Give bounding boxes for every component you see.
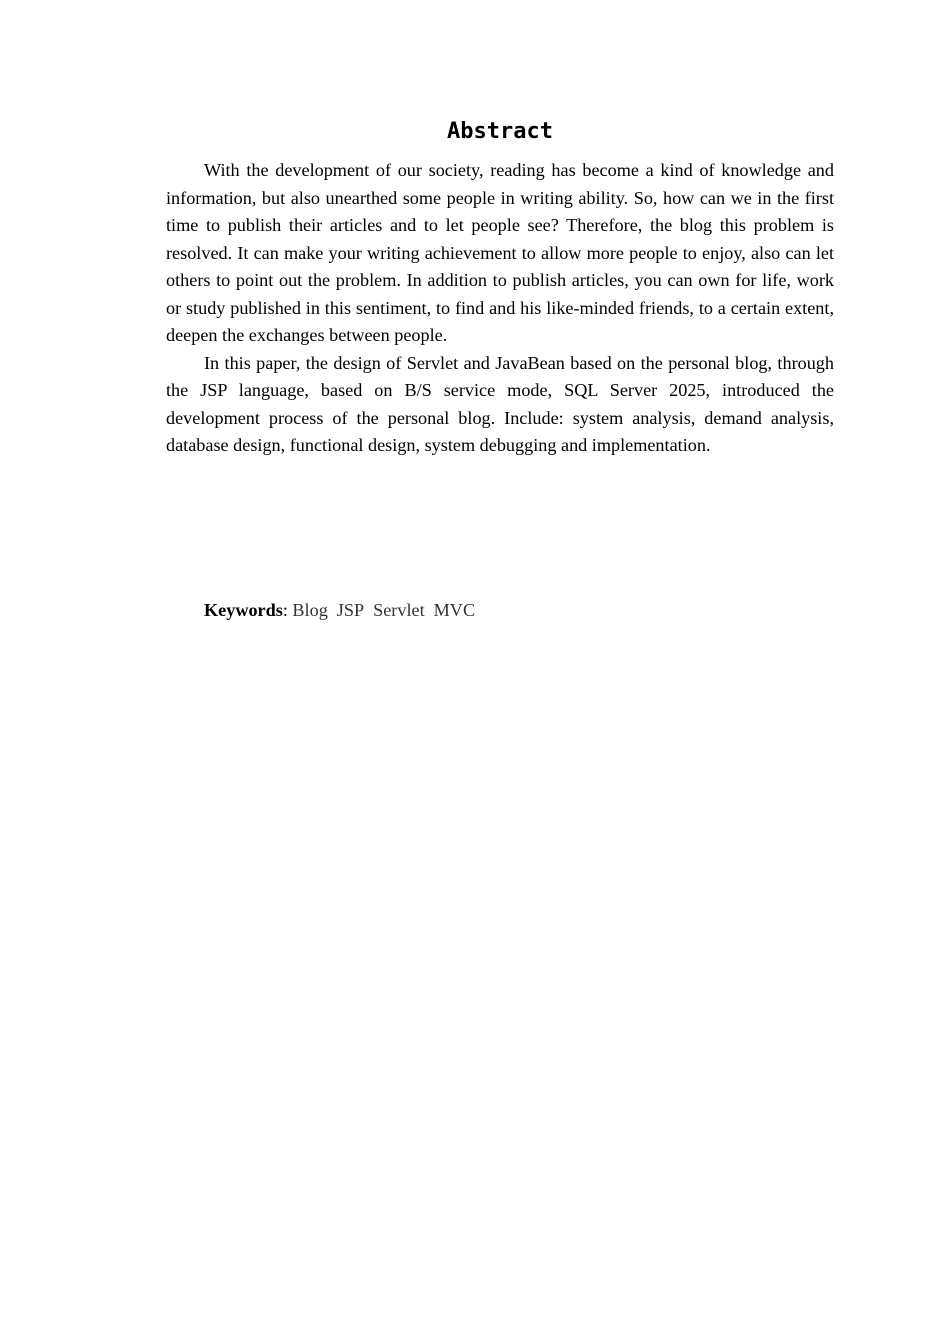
abstract-paragraph-1: With the development of our society, reading has become a kind of knowledge and information, but also unearthed some people in writing ability. So, how can we in the first time to publish their articles and to let people see? Therefore, the blog this problem is resolved. It can make your writing achievement to allow more people to enjoy, also can let others to point out the problem. In addition to publish articles, you can own for life, work or study published in this sentiment, to find and his like-minded friends, to a certain extent, deepen the exchanges between people. (166, 160, 834, 345)
keyword-item: MVC (433, 600, 476, 620)
abstract-body (166, 157, 834, 460)
keyword-item: Blog (292, 600, 328, 620)
abstract-paragraph-2: In this paper, the design of Servlet and JavaBean based on the personal blog, through the JSP language, based on B/S service mode, SQL Server 2025, introduced the development process of the personal blog. Include: system analysis, demand analysis, database design, functional design, system debugging and implementation. (166, 352, 834, 455)
keyword-item: JSP (336, 600, 365, 620)
keywords-line (204, 597, 475, 624)
abstract-title: Abstract (447, 119, 553, 144)
keyword-item: Servlet (373, 600, 425, 620)
keywords-separator: : (282, 600, 288, 620)
keywords-label: Keywords (204, 600, 283, 620)
